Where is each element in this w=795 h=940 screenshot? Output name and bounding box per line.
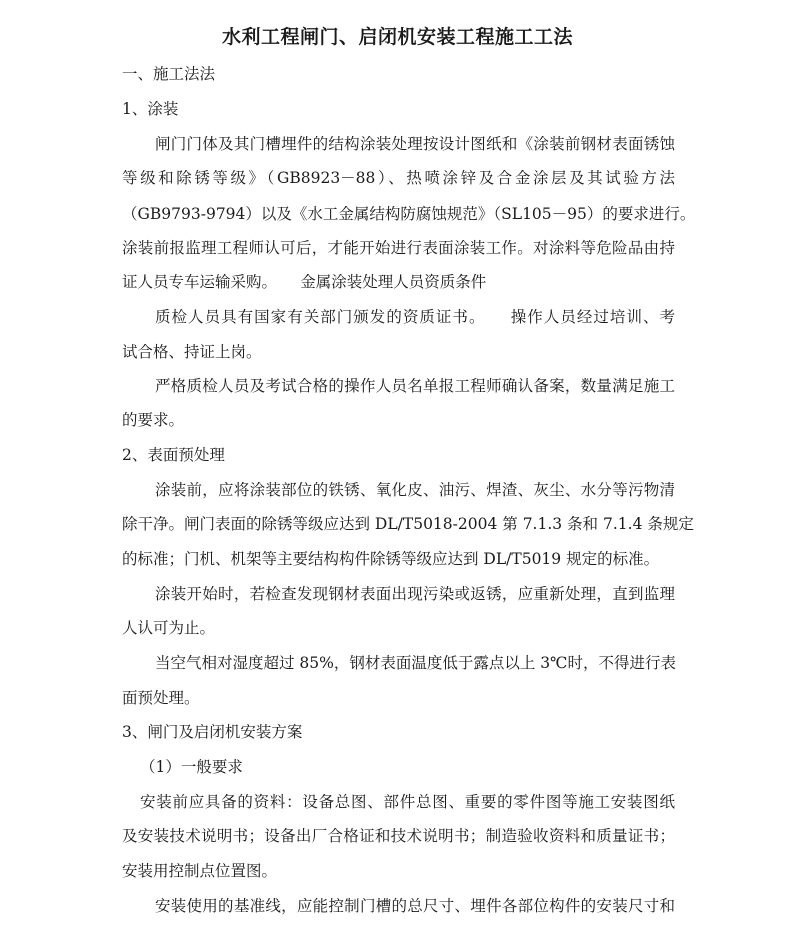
document-title: 水利工程闸门、启闭机安装工程施工工法 bbox=[221, 26, 573, 48]
paragraph-line: 及安装技术说明书；设备出厂合格证和技术说明书；制造验收资料和质量证书； bbox=[122, 827, 675, 845]
paragraph-line: 质检人员具有国家有关部门颁发的资质证书。 操作人员经过培训、考 bbox=[155, 308, 675, 326]
paragraph-line: 面预处理。 bbox=[122, 689, 200, 707]
paragraph-line: 闸门门体及其门槽埋件的结构涂装处理按设计图纸和《涂装前钢材表面锈蚀 bbox=[155, 135, 675, 153]
paragraph-line: 的标准；门机、机架等主要结构构件除锈等级应达到 DL/T5019 规定的标准。 bbox=[122, 550, 660, 568]
subsection-heading-general-requirements: （1）一般要求 bbox=[140, 758, 243, 776]
paragraph-line: 严格质检人员及考试合格的操作人员名单报工程师确认备案，数量满足施工 bbox=[155, 377, 675, 395]
paragraph-line: 等级和除锈等级》（GB8923－88）、热喷涂锌及合金涂层及其试验方法 bbox=[122, 169, 675, 187]
paragraph-line: 安装使用的基准线，应能控制门槽的总尺寸、埋件各部位构件的安装尺寸和 bbox=[155, 897, 675, 915]
paragraph-line: 试合格、持证上岗。 bbox=[122, 343, 262, 361]
paragraph-line: 涂装前，应将涂装部位的铁锈、氧化皮、油污、焊渣、灰尘、水分等污物清 bbox=[155, 481, 675, 499]
paragraph-line: 除干净。闸门表面的除锈等级应达到 DL/T5018-2004 第 7.1.3 条和 7.1.4 条规定 bbox=[122, 515, 694, 533]
paragraph-line: 人认可为止。 bbox=[122, 619, 216, 637]
paragraph-line: 涂装前报监理工程师认可后，才能开始进行表面涂装工作。对涂料等危险品由持 bbox=[122, 239, 675, 257]
paragraph-line: 安装用控制点位置图。 bbox=[122, 862, 278, 880]
section-heading-1: 一、施工法法 bbox=[122, 65, 216, 83]
paragraph-line: （GB9793-9794）以及《水工金属结构防腐蚀规范》（SL105－95）的要求进行。 bbox=[122, 205, 696, 223]
paragraph-line: 证人员专车运输采购。 金属涂装处理人员资质条件 bbox=[122, 273, 487, 291]
subsection-heading-coating: 1、涂装 bbox=[122, 100, 179, 118]
paragraph-line: 的要求。 bbox=[122, 411, 185, 429]
paragraph-line: 安装前应具备的资料：设备总图、部件总图、重要的零件图等施工安装图纸 bbox=[140, 793, 675, 811]
subsection-heading-installation: 3、闸门及启闭机安装方案 bbox=[122, 723, 303, 741]
subsection-heading-surface-prep: 2、表面预处理 bbox=[122, 446, 225, 464]
paragraph-line: 涂装开始时，若检查发现钢材表面出现污染或返锈，应重新处理，直到监理 bbox=[155, 585, 675, 603]
paragraph-line: 当空气相对湿度超过 85%，钢材表面温度低于露点以上 3℃时，不得进行表 bbox=[155, 654, 677, 672]
